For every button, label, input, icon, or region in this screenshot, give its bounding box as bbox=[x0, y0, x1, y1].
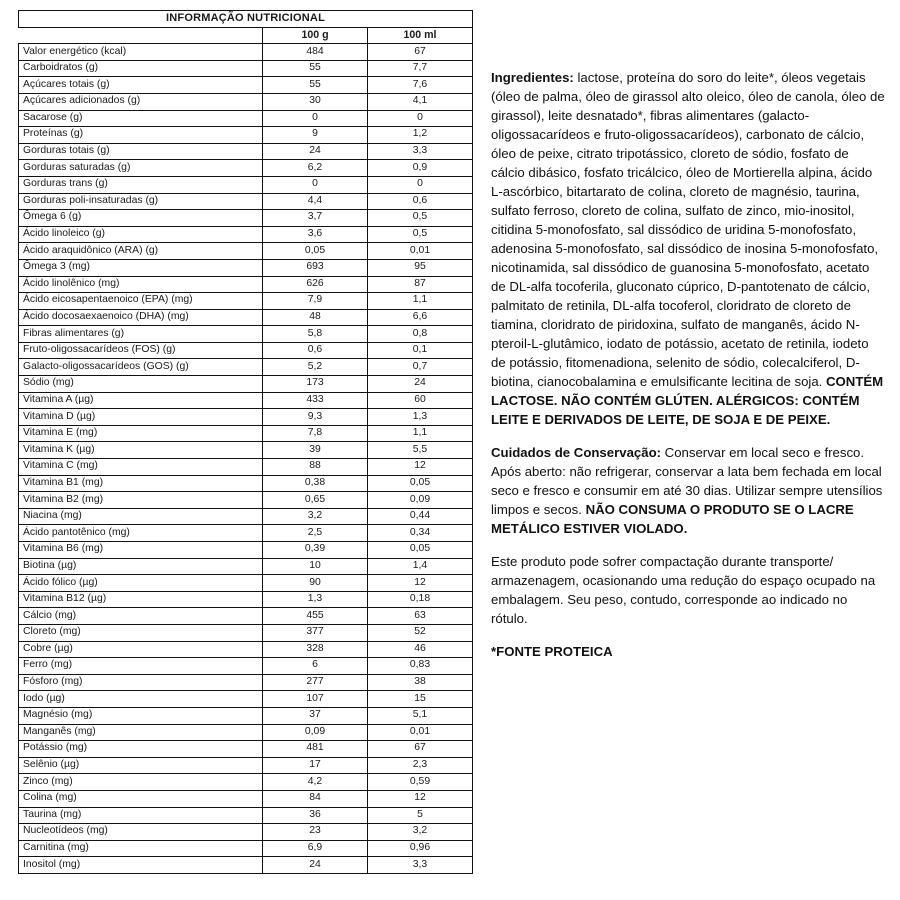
value-100ml: 3,2 bbox=[368, 824, 473, 841]
value-100g: 9,3 bbox=[263, 409, 368, 426]
value-100g: 1,3 bbox=[263, 591, 368, 608]
nutrient-label: Nucleotídeos (mg) bbox=[19, 824, 263, 841]
value-100ml: 52 bbox=[368, 624, 473, 641]
nutrient-label: Carnitina (mg) bbox=[19, 840, 263, 857]
value-100ml: 60 bbox=[368, 392, 473, 409]
value-100ml: 0,05 bbox=[368, 542, 473, 559]
table-row bbox=[19, 824, 473, 841]
nutrient-label: Inositol (mg) bbox=[19, 857, 263, 874]
nutrient-label: Vitamina C (mg) bbox=[19, 459, 263, 476]
nutrient-label: Gorduras poli-insaturadas (g) bbox=[19, 193, 263, 210]
value-100g: 6,2 bbox=[263, 160, 368, 177]
value-100ml: 1,1 bbox=[368, 293, 473, 310]
value-100g: 455 bbox=[263, 608, 368, 625]
table-row bbox=[19, 757, 473, 774]
value-100g: 4,4 bbox=[263, 193, 368, 210]
value-100g: 39 bbox=[263, 442, 368, 459]
table-row bbox=[19, 508, 473, 525]
table-row bbox=[19, 857, 473, 874]
table-row bbox=[19, 44, 473, 61]
table-body bbox=[19, 44, 473, 874]
value-100g: 173 bbox=[263, 376, 368, 393]
value-100g: 277 bbox=[263, 674, 368, 691]
nutrient-label: Gorduras trans (g) bbox=[19, 176, 263, 193]
value-100ml: 6,6 bbox=[368, 309, 473, 326]
nutrient-label: Vitamina B12 (µg) bbox=[19, 591, 263, 608]
table-row bbox=[19, 392, 473, 409]
table-row bbox=[19, 210, 473, 227]
value-100ml: 2,3 bbox=[368, 757, 473, 774]
value-100g: 107 bbox=[263, 691, 368, 708]
value-100ml: 0 bbox=[368, 176, 473, 193]
nutrient-label: Colina (mg) bbox=[19, 790, 263, 807]
value-100g: 4,2 bbox=[263, 774, 368, 791]
value-100g: 7,9 bbox=[263, 293, 368, 310]
value-100ml: 0,7 bbox=[368, 359, 473, 376]
value-100g: 55 bbox=[263, 77, 368, 94]
nutrient-label: Niacina (mg) bbox=[19, 508, 263, 525]
value-100ml: 0,59 bbox=[368, 774, 473, 791]
value-100g: 328 bbox=[263, 641, 368, 658]
nutrient-label: Açúcares totais (g) bbox=[19, 77, 263, 94]
value-100ml: 24 bbox=[368, 376, 473, 393]
table-row bbox=[19, 641, 473, 658]
value-100g: 5,2 bbox=[263, 359, 368, 376]
table-head bbox=[19, 11, 473, 44]
value-100g: 433 bbox=[263, 392, 368, 409]
value-100ml: 3,3 bbox=[368, 143, 473, 160]
value-100g: 24 bbox=[263, 857, 368, 874]
nutrient-label: Ácido pantotênico (mg) bbox=[19, 525, 263, 542]
value-100g: 0,65 bbox=[263, 492, 368, 509]
value-100ml: 0,34 bbox=[368, 525, 473, 542]
table-row bbox=[19, 724, 473, 741]
table-row bbox=[19, 143, 473, 160]
table-row bbox=[19, 293, 473, 310]
table-header-100ml: 100 ml bbox=[368, 27, 473, 44]
value-100g: 3,6 bbox=[263, 226, 368, 243]
value-100ml: 0,09 bbox=[368, 492, 473, 509]
table-row bbox=[19, 475, 473, 492]
ingredients-body: lactose, proteína do soro do leite*, óleos vegetais (óleo de palma, óleo de girassol alto oleico, óleo de canola, óleo de girassol), leite desnatado*, fibras alimentares (galacto-oligossacarídeos e fruto-oligossacarídeos), carbonato de cálcio, óleo de peixe, citrato tripotássico, cloreto de sódio, fosfato de cálcio dibásico, fosfato tricálcico, óleo de Mortierella alpina, ácido L-ascórbico, bitartarato de colina, cloreto de magnésio, taurina, sulfato ferroso, cloreto de colina, sulfato de zinco, mio-inositol, citidina 5-monofosfato, sal dissódico de uridina 5-monofosfato, adenosina 5-monofosfato, sal dissódico de inosina 5-monofosfato, nicotinamida, sal dissódico de guanosina 5-monofosfato, acetato de DL-alfa tocoferila, gluconato cúprico, D-pantotenato de cálcio, palmitato de retinila, DL-alfa tocoferol, cloridrato de cloreto de tiamina, cloridrato de piridoxina, sulfato de manganês, ácido N-pteroil-L-glutâmico, iodato de potássio, acetato de retinila, iodeto de potássio, fitomenadiona, selenito de sódio, colecalciferol, D-biotina, cianocobalamina e emulsificante lecitina de soja. bbox=[491, 70, 885, 389]
nutrient-label: Vitamina D (µg) bbox=[19, 409, 263, 426]
value-100ml: 1,4 bbox=[368, 558, 473, 575]
value-100g: 0,6 bbox=[263, 342, 368, 359]
value-100g: 481 bbox=[263, 741, 368, 758]
value-100g: 0,38 bbox=[263, 475, 368, 492]
care-label: Cuidados de Conservação: bbox=[491, 445, 662, 460]
nutrient-label: Cobre (µg) bbox=[19, 641, 263, 658]
nutrient-label: Açúcares adicionados (g) bbox=[19, 93, 263, 110]
table-row bbox=[19, 110, 473, 127]
nutrient-label: Ferro (mg) bbox=[19, 658, 263, 675]
value-100ml: 0,18 bbox=[368, 591, 473, 608]
value-100g: 17 bbox=[263, 757, 368, 774]
value-100ml: 0,05 bbox=[368, 475, 473, 492]
nutrient-label: Fósforo (mg) bbox=[19, 674, 263, 691]
ingredients-allergens: CONTÉM LACTOSE. NÃO CONTÉM GLÚTEN. ALÉRGICOS: CONTÉM LEITE E DERIVADOS DE LEITE, DE SOJA E DE PEIXE. bbox=[491, 374, 884, 427]
care-paragraph bbox=[491, 443, 886, 538]
value-100g: 24 bbox=[263, 143, 368, 160]
nutrient-label: Galacto-oligossacarídeos (GOS) (g) bbox=[19, 359, 263, 376]
value-100ml: 67 bbox=[368, 44, 473, 61]
value-100g: 3,2 bbox=[263, 508, 368, 525]
value-100ml: 63 bbox=[368, 608, 473, 625]
ingredients-label: Ingredientes: bbox=[491, 70, 574, 85]
nutrient-label: Vitamina K (µg) bbox=[19, 442, 263, 459]
table-row bbox=[19, 790, 473, 807]
table-row bbox=[19, 542, 473, 559]
nutrient-label: Gorduras totais (g) bbox=[19, 143, 263, 160]
nutrient-label: Gorduras saturadas (g) bbox=[19, 160, 263, 177]
nutrient-label: Vitamina B6 (mg) bbox=[19, 542, 263, 559]
nutrient-label: Vitamina B1 (mg) bbox=[19, 475, 263, 492]
nutrient-label: Ácido linoleico (g) bbox=[19, 226, 263, 243]
table-row bbox=[19, 707, 473, 724]
table-row bbox=[19, 425, 473, 442]
nutrient-label: Potássio (mg) bbox=[19, 741, 263, 758]
nutrient-label: Sódio (mg) bbox=[19, 376, 263, 393]
compaction-note: Este produto pode sofrer compactação durante transporte/ armazenagem, ocasionando uma redução do espaço ocupado na embalagem. Seu peso, contudo, corresponde ao indicado no rótulo. bbox=[491, 554, 876, 626]
value-100ml: 95 bbox=[368, 259, 473, 276]
nutrient-label: Vitamina A (µg) bbox=[19, 392, 263, 409]
table-row bbox=[19, 342, 473, 359]
value-100ml: 5,1 bbox=[368, 707, 473, 724]
value-100ml: 7,6 bbox=[368, 77, 473, 94]
nutrient-label: Biotina (µg) bbox=[19, 558, 263, 575]
value-100g: 5,8 bbox=[263, 326, 368, 343]
table-header-row bbox=[19, 27, 473, 44]
table-title: INFORMAÇÃO NUTRICIONAL bbox=[19, 11, 473, 28]
value-100ml: 0,01 bbox=[368, 243, 473, 260]
table-row bbox=[19, 591, 473, 608]
value-100g: 3,7 bbox=[263, 210, 368, 227]
table-row bbox=[19, 658, 473, 675]
value-100ml: 0,1 bbox=[368, 342, 473, 359]
value-100ml: 0 bbox=[368, 110, 473, 127]
value-100g: 377 bbox=[263, 624, 368, 641]
table-row bbox=[19, 93, 473, 110]
table-row bbox=[19, 492, 473, 509]
value-100g: 0 bbox=[263, 110, 368, 127]
table-header-100g: 100 g bbox=[263, 27, 368, 44]
table-row bbox=[19, 624, 473, 641]
value-100ml: 0,5 bbox=[368, 226, 473, 243]
value-100g: 484 bbox=[263, 44, 368, 61]
table-row bbox=[19, 60, 473, 77]
value-100ml: 1,2 bbox=[368, 127, 473, 144]
value-100ml: 0,8 bbox=[368, 326, 473, 343]
table-row bbox=[19, 176, 473, 193]
table-title-row bbox=[19, 11, 473, 28]
nutrient-label: Ácido linolênico (mg) bbox=[19, 276, 263, 293]
table-row bbox=[19, 774, 473, 791]
table-row bbox=[19, 575, 473, 592]
nutrient-label: Ômega 6 (g) bbox=[19, 210, 263, 227]
nutrient-label: Sacarose (g) bbox=[19, 110, 263, 127]
table-row bbox=[19, 193, 473, 210]
value-100g: 84 bbox=[263, 790, 368, 807]
nutrient-label: Ácido eicosapentaenoico (EPA) (mg) bbox=[19, 293, 263, 310]
table-row bbox=[19, 558, 473, 575]
protein-source-footnote: *FONTE PROTEICA bbox=[491, 644, 613, 659]
nutrient-label: Carboidratos (g) bbox=[19, 60, 263, 77]
table-row bbox=[19, 309, 473, 326]
value-100ml: 12 bbox=[368, 790, 473, 807]
value-100g: 36 bbox=[263, 807, 368, 824]
table-row bbox=[19, 359, 473, 376]
table-header-blank bbox=[19, 27, 263, 44]
value-100g: 0,39 bbox=[263, 542, 368, 559]
value-100g: 30 bbox=[263, 93, 368, 110]
nutrient-label: Cálcio (mg) bbox=[19, 608, 263, 625]
value-100g: 37 bbox=[263, 707, 368, 724]
value-100ml: 0,44 bbox=[368, 508, 473, 525]
ingredients-panel bbox=[491, 10, 892, 892]
nutrient-label: Cloreto (mg) bbox=[19, 624, 263, 641]
table-row bbox=[19, 127, 473, 144]
care-body: Conservar em local seco e fresco. Após aberto: não refrigerar, conservar a lata bem fechada em local seco e fresco e consumir em até 30 dias. Utilizar sempre utensílios limpos e secos. bbox=[491, 445, 883, 517]
value-100ml: 15 bbox=[368, 691, 473, 708]
table-row bbox=[19, 376, 473, 393]
nutrient-label: Ácido fólico (µg) bbox=[19, 575, 263, 592]
value-100g: 23 bbox=[263, 824, 368, 841]
value-100ml: 38 bbox=[368, 674, 473, 691]
value-100ml: 46 bbox=[368, 641, 473, 658]
ingredients-paragraph bbox=[491, 68, 886, 429]
nutrient-label: Taurina (mg) bbox=[19, 807, 263, 824]
table-row bbox=[19, 243, 473, 260]
nutrient-label: Vitamina E (mg) bbox=[19, 425, 263, 442]
nutrient-label: Iodo (µg) bbox=[19, 691, 263, 708]
table-row bbox=[19, 226, 473, 243]
value-100ml: 0,9 bbox=[368, 160, 473, 177]
table-row bbox=[19, 326, 473, 343]
table-row bbox=[19, 674, 473, 691]
value-100ml: 0,96 bbox=[368, 840, 473, 857]
nutrient-label: Ômega 3 (mg) bbox=[19, 259, 263, 276]
value-100g: 2,5 bbox=[263, 525, 368, 542]
value-100ml: 3,3 bbox=[368, 857, 473, 874]
value-100g: 693 bbox=[263, 259, 368, 276]
value-100g: 48 bbox=[263, 309, 368, 326]
value-100ml: 1,1 bbox=[368, 425, 473, 442]
value-100g: 7,8 bbox=[263, 425, 368, 442]
nutrient-label: Selênio (µg) bbox=[19, 757, 263, 774]
nutrient-label: Fruto-oligossacarídeos (FOS) (g) bbox=[19, 342, 263, 359]
table-row bbox=[19, 160, 473, 177]
nutrient-label: Magnésio (mg) bbox=[19, 707, 263, 724]
table-row bbox=[19, 409, 473, 426]
value-100ml: 0,83 bbox=[368, 658, 473, 675]
value-100g: 0 bbox=[263, 176, 368, 193]
value-100g: 90 bbox=[263, 575, 368, 592]
table-row bbox=[19, 259, 473, 276]
value-100g: 6 bbox=[263, 658, 368, 675]
value-100ml: 4,1 bbox=[368, 93, 473, 110]
table-row bbox=[19, 608, 473, 625]
value-100g: 10 bbox=[263, 558, 368, 575]
table-row bbox=[19, 525, 473, 542]
value-100ml: 7,7 bbox=[368, 60, 473, 77]
table-row bbox=[19, 691, 473, 708]
table-row bbox=[19, 840, 473, 857]
value-100ml: 0,5 bbox=[368, 210, 473, 227]
value-100ml: 12 bbox=[368, 459, 473, 476]
value-100ml: 5,5 bbox=[368, 442, 473, 459]
table-row bbox=[19, 77, 473, 94]
value-100ml: 87 bbox=[368, 276, 473, 293]
value-100g: 88 bbox=[263, 459, 368, 476]
value-100g: 626 bbox=[263, 276, 368, 293]
nutrient-label: Manganês (mg) bbox=[19, 724, 263, 741]
value-100g: 55 bbox=[263, 60, 368, 77]
table-row bbox=[19, 442, 473, 459]
nutrient-label: Valor energético (kcal) bbox=[19, 44, 263, 61]
value-100ml: 5 bbox=[368, 807, 473, 824]
value-100g: 6,9 bbox=[263, 840, 368, 857]
value-100ml: 67 bbox=[368, 741, 473, 758]
value-100g: 0,05 bbox=[263, 243, 368, 260]
nutrient-label: Ácido docosaexaenoico (DHA) (mg) bbox=[19, 309, 263, 326]
table-row bbox=[19, 807, 473, 824]
value-100g: 0,09 bbox=[263, 724, 368, 741]
nutrition-table bbox=[18, 10, 473, 874]
nutrient-label: Zinco (mg) bbox=[19, 774, 263, 791]
value-100ml: 12 bbox=[368, 575, 473, 592]
table-row bbox=[19, 276, 473, 293]
nutrient-label: Proteínas (g) bbox=[19, 127, 263, 144]
nutrient-label: Ácido araquidônico (ARA) (g) bbox=[19, 243, 263, 260]
table-row bbox=[19, 741, 473, 758]
nutrient-label: Vitamina B2 (mg) bbox=[19, 492, 263, 509]
value-100ml: 0,6 bbox=[368, 193, 473, 210]
care-warning: NÃO CONSUMA O PRODUTO SE O LACRE METÁLICO ESTIVER VIOLADO. bbox=[491, 502, 854, 536]
value-100ml: 1,3 bbox=[368, 409, 473, 426]
table-row bbox=[19, 459, 473, 476]
nutrition-table-panel bbox=[18, 10, 473, 892]
value-100ml: 0,01 bbox=[368, 724, 473, 741]
value-100g: 9 bbox=[263, 127, 368, 144]
nutrient-label: Fibras alimentares (g) bbox=[19, 326, 263, 343]
